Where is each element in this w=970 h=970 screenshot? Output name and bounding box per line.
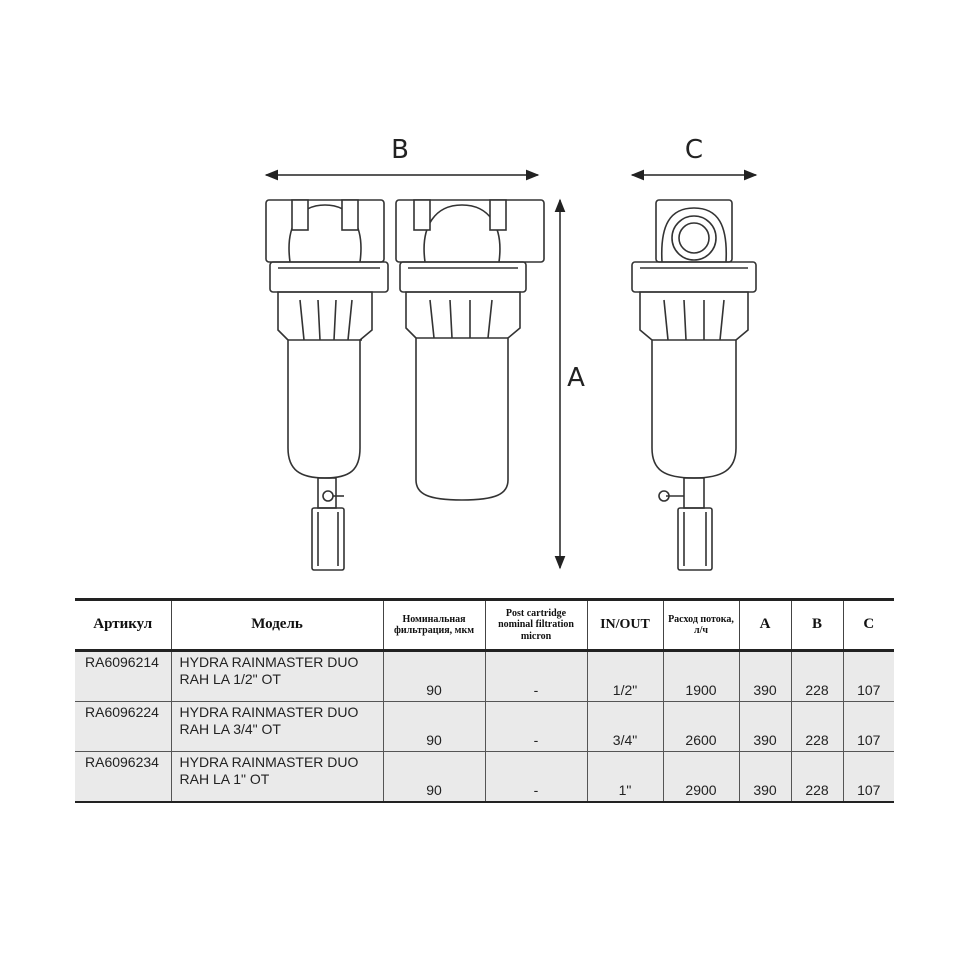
cell-filtration: 90 <box>383 702 485 752</box>
cell-article: RA6096214 <box>75 651 171 702</box>
cell-in-out: 1/2" <box>587 651 663 702</box>
table-row <box>75 702 894 752</box>
model-line: RAH LA 3/4" OT <box>179 721 281 737</box>
dimension-c-label: C <box>684 135 704 165</box>
header-flow-rate: Расход потока, л/ч <box>663 600 739 651</box>
table-row <box>75 651 894 702</box>
filter-housing-left <box>266 200 388 570</box>
cell-in-out: 3/4" <box>587 702 663 752</box>
cell-dim-a: 390 <box>739 651 791 702</box>
cell-dim-a: 390 <box>739 702 791 752</box>
cell-dim-c: 107 <box>843 752 894 803</box>
cell-dim-b: 228 <box>791 752 843 803</box>
model-line: HYDRA RAINMASTER DUO <box>179 754 359 770</box>
model-line: RAH LA 1/2" OT <box>179 671 281 687</box>
filter-housing-right <box>396 200 544 500</box>
cell-model <box>171 752 383 803</box>
cell-in-out: 1" <box>587 752 663 803</box>
cell-dim-a: 390 <box>739 752 791 803</box>
dimension-c <box>632 135 756 175</box>
cell-post-cartridge: - <box>485 651 587 702</box>
model-line: RAH LA 1" OT <box>179 771 270 787</box>
cell-article: RA6096224 <box>75 702 171 752</box>
cell-filtration: 90 <box>383 752 485 803</box>
table-header-row <box>75 600 894 651</box>
header-in-out: IN/OUT <box>587 600 663 651</box>
model-line: HYDRA RAINMASTER DUO <box>179 654 359 670</box>
dimension-a <box>560 200 585 568</box>
dimension-b-label: B <box>391 135 409 165</box>
cell-flow-rate: 2600 <box>663 702 739 752</box>
table-row <box>75 752 894 803</box>
cell-dim-b: 228 <box>791 651 843 702</box>
cell-model <box>171 702 383 752</box>
header-dim-c: C <box>843 600 894 651</box>
header-post-cartridge: Post cartridge nominal filtration micron <box>485 600 587 651</box>
cell-flow-rate: 2900 <box>663 752 739 803</box>
cell-filtration: 90 <box>383 651 485 702</box>
filter-housing-side-view <box>632 200 756 570</box>
specification-table <box>75 598 894 803</box>
header-article: Артикул <box>75 600 171 651</box>
header-nominal-filtration: Номинальная фильтрация, мкм <box>383 600 485 651</box>
cell-model <box>171 651 383 702</box>
cell-dim-b: 228 <box>791 702 843 752</box>
cell-dim-c: 107 <box>843 702 894 752</box>
header-dim-b: B <box>791 600 843 651</box>
cell-post-cartridge: - <box>485 752 587 803</box>
cell-article: RA6096234 <box>75 752 171 803</box>
cell-dim-c: 107 <box>843 651 894 702</box>
model-line: HYDRA RAINMASTER DUO <box>179 704 359 720</box>
cell-flow-rate: 1900 <box>663 651 739 702</box>
header-dim-a: A <box>739 600 791 651</box>
header-model: Модель <box>171 600 383 651</box>
cell-post-cartridge: - <box>485 702 587 752</box>
dimension-b <box>266 135 538 175</box>
dimension-a-label: A <box>567 363 585 393</box>
